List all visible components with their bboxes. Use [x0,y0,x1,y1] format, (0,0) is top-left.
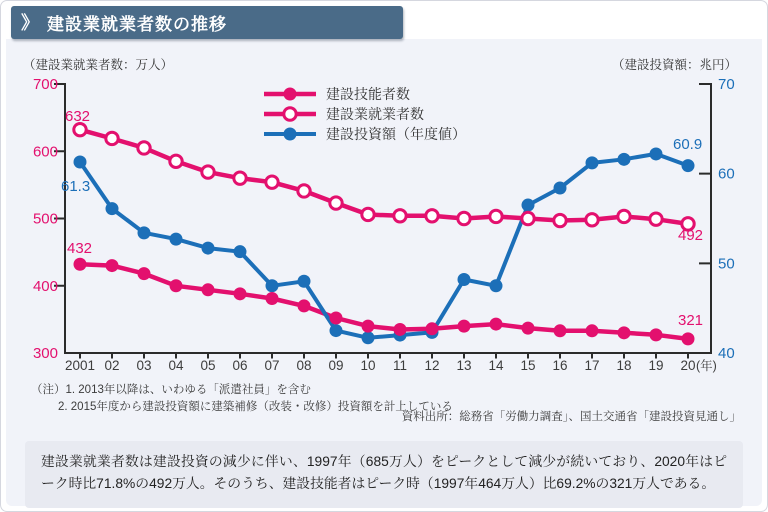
data-point [74,156,87,169]
line-chart [1,1,768,512]
y-axis-right-tick-label: 40 [718,345,735,362]
data-point [618,153,631,166]
summary-panel [25,441,743,508]
page-title: 建設業就業者数の推移 [47,15,227,34]
x-axis-tick-label: 13 [456,358,472,373]
x-axis-tick-label: 02 [104,358,120,373]
data-source: 資料出所：総務省「労働力調査」、国土交通省「建設投資見通し」 [401,411,741,423]
y-axis-right-tick-label: 70 [718,76,735,93]
data-point [330,197,342,209]
y-axis-left-tick-label: 300 [32,345,58,362]
data-point [490,210,502,222]
x-axis-tick-label: 15 [520,358,536,373]
data-point [650,328,663,341]
data-point [298,185,310,197]
double-chevron-icon: 》 [21,12,39,33]
data-point [362,331,375,344]
legend-marker [284,128,297,141]
data-point [650,147,663,160]
data-point [650,213,662,225]
data-point [682,159,695,172]
x-axis-tick-label: 07 [264,358,280,373]
data-point [170,233,183,246]
data-point [234,245,247,258]
data-point [266,279,279,292]
data-point [234,172,246,184]
data-point [234,287,247,300]
legend-label: 建設投資額（年度値） [326,126,466,142]
data-point [586,324,599,337]
summary-text: 建設業就業者数は建設投資の減少に伴い、1997年（685万人）をピークとして減少が続いており、2020年はピーク時比71.8%の492万人。そのうち、建設技能者はピーク時（1997年464万人）比69.2%の321万人である。 [41,454,727,492]
data-point [298,299,311,312]
data-point [618,326,631,339]
point-label: 60.9 [673,136,703,153]
data-point [266,292,279,305]
point-label: 321 [678,312,704,329]
y-axis-right-tick-label: 60 [718,165,735,183]
x-axis-tick-label: 12 [424,358,440,373]
data-point [138,142,150,154]
point-label: 61.3 [61,178,91,195]
x-axis-tick-label: 04 [168,358,184,373]
x-axis-tick-label: 06 [232,358,248,373]
point-label: 432 [67,240,93,257]
legend-marker [284,88,297,101]
series-line [80,154,688,338]
data-point [682,332,695,345]
data-point [330,312,343,325]
footnote-1: （注）1. 2013年以降は、いわゆる「派遣社員」を含む [31,384,311,396]
data-point [522,322,535,335]
data-point [586,214,598,226]
point-label: 632 [65,108,91,125]
footnote-2: 2. 2015年度から建設投資額に建築補修（改装・改修）投資額を計上している [58,401,453,413]
x-axis-tick-label: 18 [616,358,632,373]
data-point [202,242,215,255]
data-point [490,279,503,292]
data-point [586,156,599,169]
data-point [202,283,215,296]
data-point [74,124,86,136]
series-line [80,130,688,224]
data-point [138,267,151,280]
x-axis-tick-label: 08 [296,358,312,373]
data-point [426,322,439,335]
data-point [522,199,535,212]
x-axis-tick-label: 05 [200,358,216,373]
data-point [554,182,567,195]
legend-label: 建設業就業者数 [326,106,424,122]
y-axis-left-tick-label: 500 [32,210,58,228]
data-point [138,226,151,239]
x-axis-tick-label: 19 [648,358,664,373]
data-point [554,214,566,226]
legend-label: 建設技能者数 [326,86,410,102]
x-axis-tick-label: 20 [680,358,696,373]
data-point [426,210,438,222]
x-axis-tick-label: 03 [136,358,152,373]
y-axis-left-tick-label: 700 [32,76,58,93]
data-point [490,318,503,331]
data-point [362,208,374,220]
x-axis-tick-label: 2001 [64,358,96,373]
x-axis-tick-label: 14 [488,358,504,373]
data-point [362,320,375,333]
data-point [298,275,311,288]
point-label: 492 [678,227,704,244]
data-point [106,202,119,215]
x-axis-unit-label: (年) [696,359,717,373]
right-axis-unit-label: （建設投資額：兆円） [611,58,737,72]
data-point [106,259,119,272]
y-axis-left-tick-label: 400 [32,277,58,295]
data-point [74,258,87,271]
data-point [106,132,118,144]
data-point [170,155,182,167]
left-axis-unit-label: （建設業就業者数：万人） [23,58,174,72]
data-point [458,212,470,224]
x-axis-tick-label: 10 [360,358,376,373]
data-point [522,212,534,224]
data-point [554,324,567,337]
data-point [458,320,471,333]
data-point [618,210,630,222]
x-axis-tick-label: 16 [552,358,568,373]
data-point [394,210,406,222]
y-axis-right-tick-label: 50 [718,255,735,273]
data-point [394,323,407,336]
data-point [458,273,471,286]
x-axis-tick-label: 11 [392,358,408,373]
x-axis-tick-label: 17 [584,358,600,373]
data-point [170,279,183,292]
data-point [202,166,214,178]
x-axis-tick-label: 09 [328,358,344,373]
data-point [266,176,278,188]
data-point [330,324,343,337]
legend-marker [284,108,296,120]
y-axis-left-tick-label: 600 [32,143,58,161]
